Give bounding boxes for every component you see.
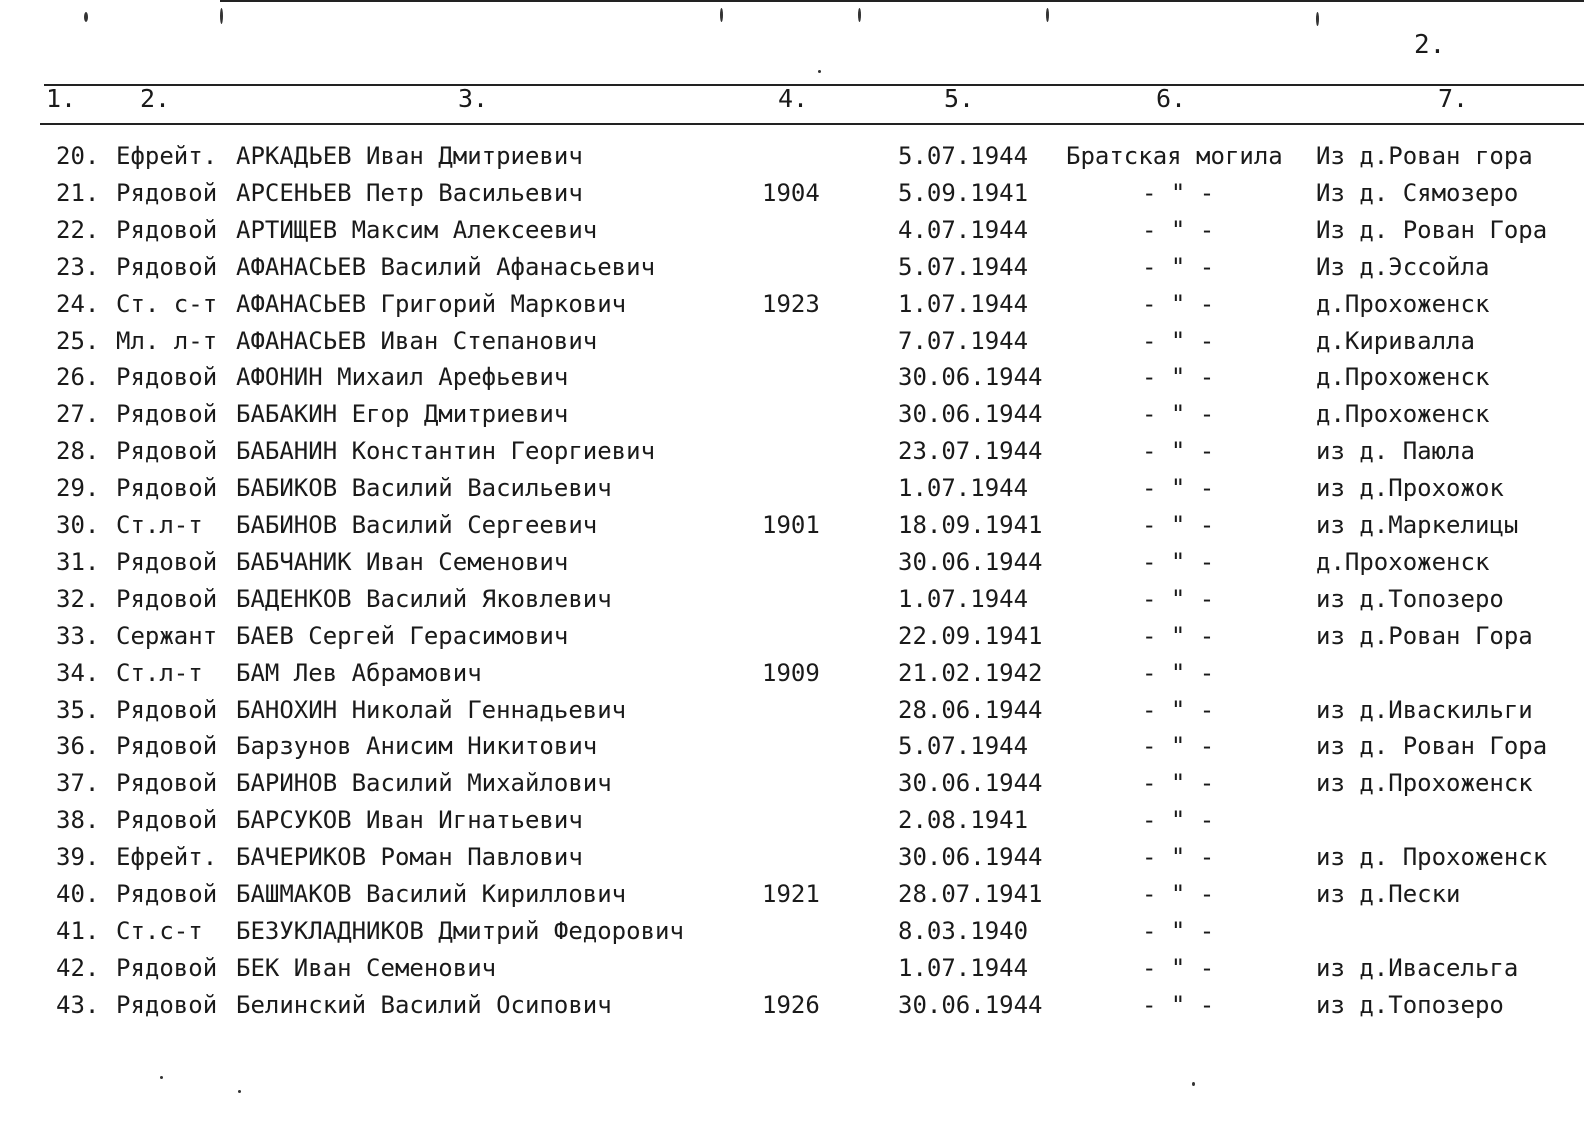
table-row — [0, 769, 1584, 805]
burial-place: - " - — [1142, 547, 1215, 576]
military-rank: Ст.л-т — [116, 658, 203, 687]
table-row — [0, 880, 1584, 916]
birth-year: 1926 — [762, 990, 820, 1019]
table-row — [0, 511, 1584, 547]
burial-place: - " - — [1142, 363, 1215, 392]
burial-place: - " - — [1142, 695, 1215, 724]
entry-number: 34. — [56, 658, 100, 687]
military-rank: Мл. л-т — [116, 326, 218, 355]
death-date: 5.09.1941 — [898, 178, 1029, 207]
entry-number: 39. — [56, 843, 100, 872]
death-date: 21.02.1942 — [898, 658, 1043, 687]
entry-number: 42. — [56, 953, 100, 982]
burial-place: - " - — [1142, 178, 1215, 207]
burial-place: - " - — [1142, 437, 1215, 466]
burial-place: - " - — [1142, 511, 1215, 539]
soldier-name: АФАНАСЬЕВ Василий Афанасьевич — [236, 252, 656, 281]
scan-speck — [1316, 12, 1319, 26]
burial-place: - " - — [1142, 474, 1215, 503]
military-rank: Рядовой — [116, 695, 218, 724]
entry-number: 33. — [56, 621, 100, 650]
military-rank: Рядовой — [116, 990, 218, 1019]
military-rank: Ефрейт. — [116, 843, 218, 872]
table-row — [0, 400, 1584, 436]
death-date: 1.07.1944 — [898, 953, 1029, 982]
origin-place: Из д. Рован Гора — [1316, 215, 1548, 244]
table-row — [0, 474, 1584, 510]
scan-speck — [84, 12, 88, 22]
burial-place: - " - — [1142, 990, 1215, 1019]
death-date: 1.07.1944 — [898, 289, 1029, 318]
table-row — [0, 437, 1584, 473]
table-row — [0, 732, 1584, 768]
origin-place: д.Прохоженск — [1316, 400, 1490, 429]
birth-year: 1909 — [762, 658, 820, 687]
top-edge-rule — [220, 0, 1584, 2]
origin-place: из д.Ивасельга — [1316, 953, 1519, 982]
death-date: 5.07.1944 — [898, 732, 1029, 761]
origin-place: из д. Прохоженск — [1316, 843, 1548, 872]
soldier-name: БАБИКОВ Василий Васильевич — [236, 474, 612, 503]
table-row — [0, 548, 1584, 584]
soldier-name: БАШМАКОВ Василий Кириллович — [236, 880, 627, 908]
burial-place: Братская могила — [1066, 142, 1283, 170]
entry-number: 29. — [56, 474, 100, 503]
soldier-name: БАМ Лев Абрамович — [236, 658, 482, 687]
burial-place: - " - — [1142, 584, 1215, 613]
soldier-name: АФАНАСЬЕВ Иван Степанович — [236, 326, 598, 355]
death-date: 5.07.1944 — [898, 252, 1029, 281]
scan-speck — [818, 70, 821, 73]
death-date: 30.06.1944 — [898, 990, 1043, 1019]
scan-speck — [858, 8, 861, 22]
page-number: 2. — [1414, 30, 1446, 60]
soldier-name: АРКАДЬЕВ Иван Дмитриевич — [236, 142, 583, 170]
table-row — [0, 954, 1584, 990]
military-rank: Рядовой — [116, 880, 218, 908]
entry-number: 26. — [56, 363, 100, 392]
soldier-name: БАРИНОВ Василий Михайлович — [236, 769, 612, 798]
origin-place: из д.Пески — [1316, 880, 1461, 908]
entry-number: 43. — [56, 990, 100, 1019]
military-rank: Ст.с-т — [116, 916, 203, 945]
death-date: 30.06.1944 — [898, 400, 1043, 429]
military-rank: Рядовой — [116, 769, 218, 798]
column-header-5: 5. — [944, 84, 975, 113]
table-row — [0, 659, 1584, 695]
soldier-name: Барзунов Анисим Никитович — [236, 732, 598, 761]
death-date: 8.03.1940 — [898, 916, 1029, 945]
burial-place: - " - — [1142, 289, 1215, 318]
military-rank: Рядовой — [116, 584, 218, 613]
origin-place: из д. Рован Гора — [1316, 732, 1548, 761]
soldier-name: БАБАКИН Егор Дмитриевич — [236, 400, 569, 429]
origin-place: Из д.Рован гора — [1316, 142, 1533, 170]
column-header-7: 7. — [1438, 84, 1469, 113]
death-date: 28.07.1941 — [898, 880, 1043, 908]
origin-place: из д.Топозеро — [1316, 990, 1504, 1019]
death-date: 28.06.1944 — [898, 695, 1043, 724]
birth-year: 1904 — [762, 178, 820, 207]
military-rank: Рядовой — [116, 363, 218, 392]
table-row — [0, 253, 1584, 289]
soldier-name: БЕК Иван Семенович — [236, 953, 497, 982]
death-date: 18.09.1941 — [898, 511, 1043, 539]
military-rank: Рядовой — [116, 474, 218, 503]
soldier-name: БАНОХИН Николай Геннадьевич — [236, 695, 627, 724]
column-header-row — [0, 84, 1584, 120]
soldier-name: АРТИЩЕВ Максим Алексеевич — [236, 215, 598, 244]
entry-number: 20. — [56, 142, 100, 170]
birth-year: 1901 — [762, 511, 820, 539]
table-row — [0, 806, 1584, 842]
death-date: 30.06.1944 — [898, 843, 1043, 872]
burial-place: - " - — [1142, 806, 1215, 835]
burial-place: - " - — [1142, 252, 1215, 281]
soldier-name: АФОНИН Михаил Арефьевич — [236, 363, 569, 392]
entry-number: 24. — [56, 289, 100, 318]
military-rank: Ст. с-т — [116, 289, 218, 318]
table-row — [0, 843, 1584, 879]
military-rank: Рядовой — [116, 437, 218, 466]
table-row — [0, 216, 1584, 252]
soldier-name: БЕЗУКЛАДНИКОВ Дмитрий Федорович — [236, 916, 684, 945]
soldier-name: АРСЕНЬЕВ Петр Васильевич — [236, 178, 583, 207]
birth-year: 1921 — [762, 880, 820, 908]
origin-place: из д.Иваскильги — [1316, 695, 1533, 724]
burial-place: - " - — [1142, 843, 1215, 872]
entry-number: 31. — [56, 547, 100, 576]
death-date: 22.09.1941 — [898, 621, 1043, 650]
table-row — [0, 622, 1584, 658]
entry-number: 41. — [56, 916, 100, 945]
entry-number: 30. — [56, 511, 100, 539]
burial-place: - " - — [1142, 658, 1215, 687]
table-row — [0, 363, 1584, 399]
military-rank: Рядовой — [116, 732, 218, 761]
soldier-name: БАБЧАНИК Иван Семенович — [236, 547, 569, 576]
entry-number: 28. — [56, 437, 100, 466]
table-row — [0, 585, 1584, 621]
soldier-name: БАЕВ Сергей Герасимович — [236, 621, 569, 650]
soldier-name: БАЧЕРИКОВ Роман Павлович — [236, 843, 583, 872]
soldier-name: БАДЕНКОВ Василий Яковлевич — [236, 584, 612, 613]
death-date: 1.07.1944 — [898, 584, 1029, 613]
origin-place: из д.Прохоженск — [1316, 769, 1533, 798]
military-rank: Рядовой — [116, 953, 218, 982]
table-row — [0, 290, 1584, 326]
death-date: 30.06.1944 — [898, 769, 1043, 798]
entry-number: 36. — [56, 732, 100, 761]
entry-number: 23. — [56, 252, 100, 281]
burial-place: - " - — [1142, 215, 1215, 244]
entry-number: 27. — [56, 400, 100, 429]
soldier-name: БАБИНОВ Василий Сергеевич — [236, 511, 598, 539]
scan-speck — [720, 8, 723, 22]
military-rank: Рядовой — [116, 806, 218, 835]
header-rule-bottom — [40, 123, 1584, 125]
birth-year: 1923 — [762, 289, 820, 318]
entry-number: 40. — [56, 880, 100, 908]
burial-place: - " - — [1142, 732, 1215, 761]
entry-number: 37. — [56, 769, 100, 798]
table-row — [0, 142, 1584, 178]
soldier-name: АФАНАСЬЕВ Григорий Маркович — [236, 289, 627, 318]
burial-place: - " - — [1142, 916, 1215, 945]
column-header-2: 2. — [140, 84, 171, 113]
origin-place: Из д. Сямозеро — [1316, 178, 1519, 207]
scan-speck — [1192, 1082, 1195, 1086]
entry-number: 21. — [56, 178, 100, 207]
table-row — [0, 917, 1584, 953]
military-rank: Ефрейт. — [116, 142, 218, 170]
entry-number: 35. — [56, 695, 100, 724]
death-date: 5.07.1944 — [898, 142, 1029, 170]
military-rank: Рядовой — [116, 178, 218, 207]
military-rank: Рядовой — [116, 215, 218, 244]
entry-number: 22. — [56, 215, 100, 244]
origin-place: из д. Паюла — [1316, 437, 1475, 466]
column-header-1: 1. — [46, 84, 77, 113]
origin-place: д.Прохоженск — [1316, 363, 1490, 392]
scan-speck — [220, 8, 223, 24]
burial-place: - " - — [1142, 953, 1215, 982]
military-rank: Ст.л-т — [116, 511, 203, 539]
burial-place: - " - — [1142, 400, 1215, 429]
burial-place: - " - — [1142, 880, 1215, 908]
column-header-3: 3. — [458, 84, 489, 113]
soldier-name: БАБАНИН Константин Георгиевич — [236, 437, 656, 466]
column-header-4: 4. — [778, 84, 809, 113]
table-row — [0, 696, 1584, 732]
death-date: 30.06.1944 — [898, 547, 1043, 576]
death-date: 23.07.1944 — [898, 437, 1043, 466]
entry-number: 25. — [56, 326, 100, 355]
column-header-6: 6. — [1156, 84, 1187, 113]
scan-speck — [1046, 8, 1049, 22]
origin-place: д.Прохоженск — [1316, 289, 1490, 318]
military-rank: Рядовой — [116, 400, 218, 429]
soldier-name: Белинский Василий Осипович — [236, 990, 612, 1019]
origin-place: из д.Топозеро — [1316, 584, 1504, 613]
military-rank: Рядовой — [116, 547, 218, 576]
table-row — [0, 179, 1584, 215]
entry-number: 38. — [56, 806, 100, 835]
scan-speck — [238, 1090, 241, 1093]
death-date: 1.07.1944 — [898, 474, 1029, 503]
death-date: 7.07.1944 — [898, 326, 1029, 355]
military-rank: Сержант — [116, 621, 218, 650]
origin-place: из д.Прохожок — [1316, 474, 1504, 503]
table-row — [0, 327, 1584, 363]
burial-place: - " - — [1142, 621, 1215, 650]
military-rank: Рядовой — [116, 252, 218, 281]
origin-place: д.Киривалла — [1316, 326, 1475, 355]
death-date: 4.07.1944 — [898, 215, 1029, 244]
death-date: 30.06.1944 — [898, 363, 1043, 392]
burial-place: - " - — [1142, 326, 1215, 355]
death-date: 2.08.1941 — [898, 806, 1029, 835]
entry-number: 32. — [56, 584, 100, 613]
origin-place: из д.Маркелицы — [1316, 511, 1519, 539]
origin-place: д.Прохоженск — [1316, 547, 1490, 576]
origin-place: Из д.Эссойла — [1316, 252, 1490, 281]
soldier-name: БАРСУКОВ Иван Игнатьевич — [236, 806, 583, 835]
origin-place: из д.Рован Гора — [1316, 621, 1533, 650]
table-row — [0, 991, 1584, 1027]
scan-speck — [160, 1076, 163, 1079]
burial-place: - " - — [1142, 769, 1215, 798]
